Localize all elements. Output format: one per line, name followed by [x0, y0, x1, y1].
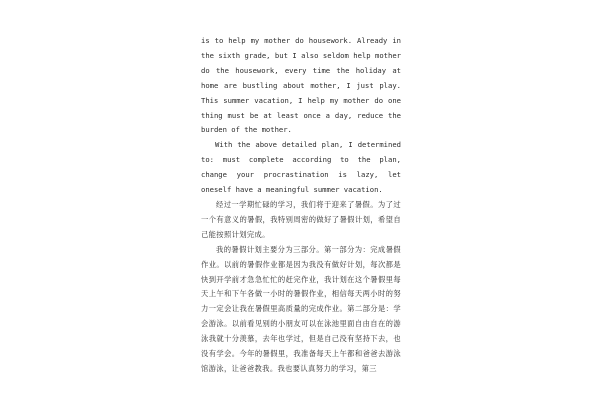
- document-body: [201, 34, 401, 377]
- paragraph-zh-1: 经过一学期忙碌的学习，我们将于迎来了暑假。为了过一个有意义的暑假，我特别周密的做好了暑假计划，希望自己能按照计划完成。: [201, 199, 401, 239]
- paragraph-en-1: is to help my mother do housework. Already in the sixth grade, but I also seldom help mother do the housework, every time the holiday at home are bustling about mother, I just play. This summer vacation, I help my mother do one thing must be at least once a day, reduce the burden of the mother.: [201, 36, 401, 135]
- paragraph-zh-2: 我的暑假计划主要分为三部分。第一部分为：完成暑假作业。以前的暑假作业都是因为我没有做好计划，每次都是快到开学前才急急忙忙的赶完作业，我计划在这个暑假里每天上午和下午各做一小时的暑假作业，相信每天两小时的努力一定会让我在暑假里高质量的完成作业。第二部分是：学会游泳。以前看见别的小朋友可以在泳池里面自由自在的游泳我就十分羡慕，去年也学过，但是自己没有坚持下去，也没有学会。今年的暑假里，我准备每天上午都和爸爸去游泳馆游泳，让爸爸教我。我也要认真努力的学习，第三: [201, 244, 401, 373]
- paragraph-en-2: With the above detailed plan, I determined to: must complete according to the plan, change your procrastination is lazy, let oneself have a meaningful summer vacation.: [201, 140, 401, 195]
